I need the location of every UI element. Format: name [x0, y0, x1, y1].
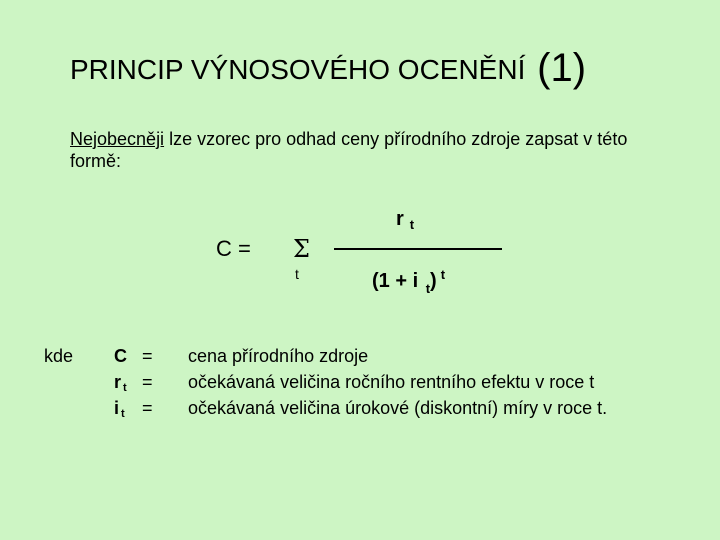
fraction-bar	[334, 248, 502, 250]
legend-symbol-i	[114, 398, 125, 419]
formula-denominator	[372, 267, 446, 296]
symbol-subscript: t	[123, 382, 127, 394]
denominator-open: (1 + i	[372, 270, 419, 292]
formula-numerator	[396, 208, 414, 231]
legend-symbol-r	[114, 372, 127, 393]
symbol-text: i	[114, 398, 120, 418]
legend-equals: =	[142, 398, 153, 418]
legend-label: kde	[44, 346, 74, 366]
formula-lhs: C =	[216, 236, 251, 261]
sigma-index: t	[295, 266, 299, 282]
legend-desc-r: očekávaná veličina ročního rentního efektu v roce t	[188, 372, 595, 392]
title-number: (1)	[537, 46, 587, 90]
legend-desc-i: očekávaná veličina úrokové (diskontní) míry v roce t.	[188, 398, 608, 418]
sigma-symbol: Σ	[293, 235, 310, 263]
legend-equals: =	[142, 346, 153, 366]
numerator-symbol: r	[396, 208, 404, 230]
legend-desc-c: cena přírodního zdroje	[188, 346, 369, 366]
legend-symbol-c	[114, 346, 127, 367]
legend-equals: =	[142, 372, 153, 392]
intro-paragraph	[70, 128, 670, 172]
title-text: PRINCIP VÝNOSOVÉHO OCENĚNÍ	[70, 54, 526, 85]
denominator-close: )	[430, 270, 437, 292]
intro-text: lze vzorec pro odhad ceny přírodního zdroje zapsat v této formě:	[70, 129, 628, 171]
numerator-subscript: t	[409, 217, 415, 232]
denominator-exponent: t	[440, 267, 446, 282]
symbol-text: C	[114, 346, 127, 366]
slide-title	[70, 44, 586, 89]
denominator-subscript: t	[425, 281, 431, 296]
intro-underlined-word: Nejobecněji	[70, 129, 165, 149]
symbol-text: r	[114, 372, 122, 392]
symbol-subscript: t	[121, 408, 125, 420]
